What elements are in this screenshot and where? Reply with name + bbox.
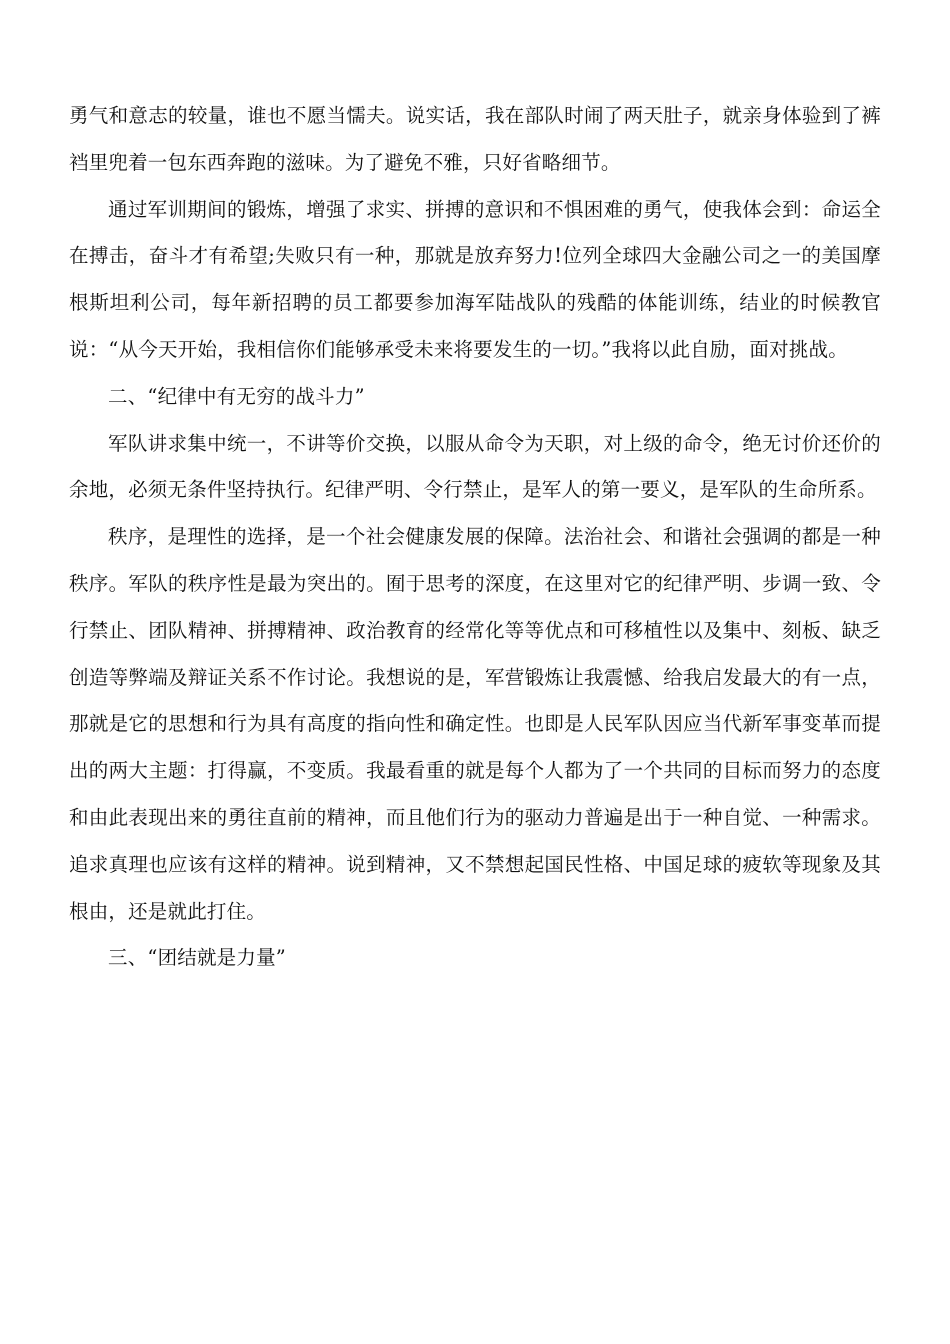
section-heading-unity: 三、“团结就是力量”: [108, 946, 286, 970]
paragraph-order-and-spirit: 秩序，是理性的选择，是一个社会健康发展的保障。法治社会、和谐社会强调的都是一种秩序。军队的秩序性是最为突出的。囿于思考的深度，在这里对它的纪律严明、步调一致、令行禁止、团队精神、拼搏精神、政治教育的经常化等等优点和可移植性以及集中、刻板、缺乏创造等弊端及辩证关系不作讨论。我想说的是，军营锻炼让我震憾、给我启发最大的有一点，那就是它的思想和行为具有高度的指向性和确定性。也即是人民军队因应当代新军事变革而提出的两大主题：打得赢，不变质。我最看重的就是每个人都为了一个共同的目标而努力的态度和由此表现出来的勇往直前的精神，而且他们行为的驱动力普遍是出于一种自觉、一种需求。追求真理也应该有这样的精神。说到精神，又不禁想起国民性格、中国足球的疲软等现象及其根由，还是就此打住。: [69, 525, 881, 923]
section-heading-discipline: 二、“纪律中有无穷的战斗力”: [108, 384, 365, 408]
paragraph-military-training-benefits: 通过军训期间的锻炼，增强了求实、拼搏的意识和不惧困难的勇气，使我体会到：命运全在搏击，奋斗才有希望;失败只有一种，那就是放弃努力!位列全球四大金融公司之一的美国摩根斯坦利公司，每年新招聘的员工都要参加海军陆战队的残酷的体能训练，结业的时候教官说：“从今天开始，我相信你们能够承受未来将要发生的一切。”我将以此自励，面对挑战。: [69, 197, 881, 361]
document-page: [69, 93, 881, 982]
paragraph-continuation: 勇气和意志的较量，谁也不愿当懦夫。说实话，我在部队时闹了两天肚子，就亲身体验到了裤裆里兜着一包东西奔跑的滋味。为了避免不雅，只好省略细节。: [69, 104, 881, 174]
paragraph-army-discipline: 军队讲求集中统一，不讲等价交换，以服从命令为天职，对上级的命令，绝无讨价还价的余地，必须无条件坚持执行。纪律严明、令行禁止，是军人的第一要义，是军队的生命所系。: [69, 431, 881, 502]
